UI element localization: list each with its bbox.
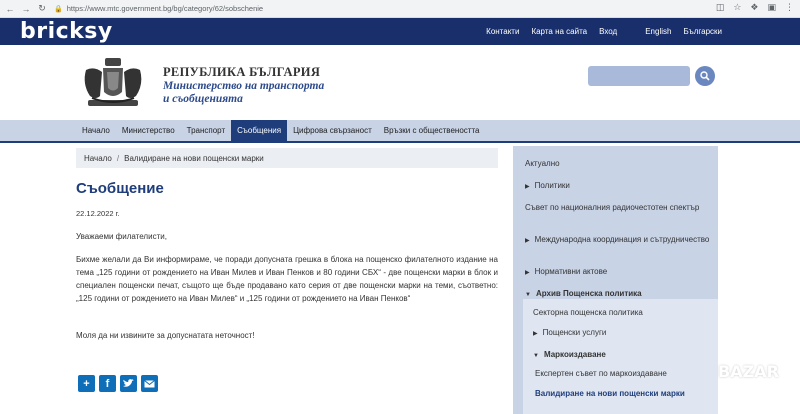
ministry-line-2: и съобщенията <box>163 93 243 105</box>
sidebar-item-label: Актуално <box>525 159 560 168</box>
sitemap-link[interactable]: Карта на сайта <box>531 27 588 36</box>
sidebar-item-label: Архив Пощенска политика <box>535 289 642 298</box>
caret-down-icon: ▼ <box>525 292 531 298</box>
sidebar-item-current[interactable] <box>525 158 710 169</box>
republic-title: РЕПУБЛИКА БЪЛГАРИЯ <box>163 65 321 79</box>
nav-item-transport[interactable]: Транспорт <box>186 126 226 135</box>
watermark-text: BAZAR <box>718 362 779 381</box>
ministry-name[interactable] <box>163 80 324 106</box>
forward-icon[interactable]: → <box>21 3 31 14</box>
sidebar-item-expert-council[interactable] <box>535 368 720 379</box>
sidebar-item-postal-archive[interactable] <box>525 288 710 301</box>
nav-item-ministry[interactable]: Министерство <box>121 126 175 135</box>
sidebar-item-regulations[interactable] <box>525 266 710 279</box>
main-navigation <box>0 120 800 143</box>
share-buttons <box>78 375 158 392</box>
nav-item-public-relations[interactable]: Връзки с обществеността <box>383 126 480 135</box>
sidebar-item-validation-stamps[interactable] <box>535 388 695 399</box>
address-bar[interactable] <box>54 2 263 15</box>
top-bar <box>0 18 800 45</box>
sidebar-item-label: Пощенски услуги <box>542 328 607 337</box>
caret-right-icon: ▶ <box>525 184 530 190</box>
caret-right-icon: ▶ <box>525 238 530 244</box>
url-text: https://www.mtc.government.bg/bg/category/62/sobschenie <box>66 4 264 13</box>
star-icon[interactable]: ☆ <box>733 2 742 12</box>
site-header <box>0 45 800 120</box>
email-icon[interactable] <box>141 375 158 392</box>
page-title: Съобщение <box>76 180 164 197</box>
sidebar-item-policies[interactable] <box>525 180 710 193</box>
search-icon <box>700 71 710 81</box>
breadcrumb-current: Валидиране на нови пощенски марки <box>124 153 264 163</box>
translate-icon[interactable]: ◫ <box>715 2 725 12</box>
login-link[interactable]: Вход <box>599 27 618 36</box>
sidebar <box>513 146 718 414</box>
sidebar-item-spectrum-council[interactable] <box>525 202 710 213</box>
article-date: 22.12.2022 г. <box>76 209 120 218</box>
bulgarian-link[interactable]: Български <box>683 27 722 36</box>
twitter-icon[interactable] <box>120 375 137 392</box>
breadcrumb-home[interactable]: Начало <box>84 153 112 163</box>
breadcrumb <box>76 148 498 168</box>
top-links <box>474 18 722 45</box>
share-icon[interactable]: + <box>78 375 95 392</box>
back-icon[interactable]: ← <box>5 3 15 14</box>
brand-logo: bricksy <box>20 19 113 44</box>
sidebar-item-sector-postal-policy[interactable] <box>533 307 718 318</box>
search-button[interactable] <box>695 66 715 86</box>
article-body: Бихме желали да Ви информираме, че поради допусната грешка в блока на пощенско филателното издание на тема „125 години от рождението на Иван Милев и Иван Пенков и 80 години СБХ“ - две пощенски марки в блок и специален пощенски печат, същото ще бъде продавано като серия от две пощенски марки на теми, съответно: „125 години от рождението на Иван Милев“ и „125 години от рождението на Иван Пенков“ <box>76 255 498 303</box>
sidebar-item-label: Политики <box>534 181 570 190</box>
menu-icon[interactable]: ⋮ <box>785 2 794 12</box>
article-closing: Моля да ни извините за допуснатата неточност! <box>76 331 255 340</box>
breadcrumb-separator: / <box>116 153 120 163</box>
facebook-icon[interactable]: f <box>99 375 116 392</box>
search-input[interactable] <box>588 66 690 86</box>
sidebar-item-label: Нормативни актове <box>534 267 608 276</box>
sidebar-item-stamp-issuing[interactable] <box>533 349 718 362</box>
article-greeting: Уважаеми филателисти, <box>76 232 167 241</box>
reload-icon[interactable]: ↻ <box>38 3 46 13</box>
coat-of-arms-icon[interactable] <box>78 56 148 110</box>
nav-item-home[interactable]: Начало <box>82 126 110 135</box>
sidebar-icon[interactable]: ▣ <box>767 2 776 12</box>
caret-right-icon: ▶ <box>525 270 530 276</box>
sidebar-item-label: Секторна пощенска политика <box>533 308 643 317</box>
sidebar-item-label: Международна координация и сътрудничество <box>534 235 710 244</box>
sidebar-item-label: Експертен съвет по маркоиздаване <box>535 369 667 378</box>
caret-right-icon: ▶ <box>533 331 538 337</box>
nav-item-communications[interactable]: Съобщения <box>231 120 287 141</box>
nav-item-digital-connectivity[interactable]: Цифрова свързаност <box>293 126 372 135</box>
english-link[interactable]: English <box>645 27 672 36</box>
browser-toolbar <box>0 0 800 18</box>
sidebar-item-label: Съвет по националния радиочестотен спектър <box>525 203 700 212</box>
extensions-icon[interactable]: ❖ <box>750 2 759 12</box>
contacts-link[interactable]: Контакти <box>486 27 520 36</box>
lock-icon: 🔒 <box>54 5 63 13</box>
sidebar-item-postal-services[interactable] <box>533 327 718 340</box>
sidebar-item-label: Маркоиздаване <box>543 350 606 359</box>
ministry-line-1: Министерство на транспорта <box>163 80 325 92</box>
sidebar-item-international[interactable] <box>525 234 710 247</box>
caret-down-icon: ▼ <box>533 353 539 359</box>
sidebar-item-label: Валидиране на нови пощенски марки <box>535 389 685 398</box>
watermark-logo <box>718 362 779 381</box>
browser-actions <box>716 2 794 13</box>
